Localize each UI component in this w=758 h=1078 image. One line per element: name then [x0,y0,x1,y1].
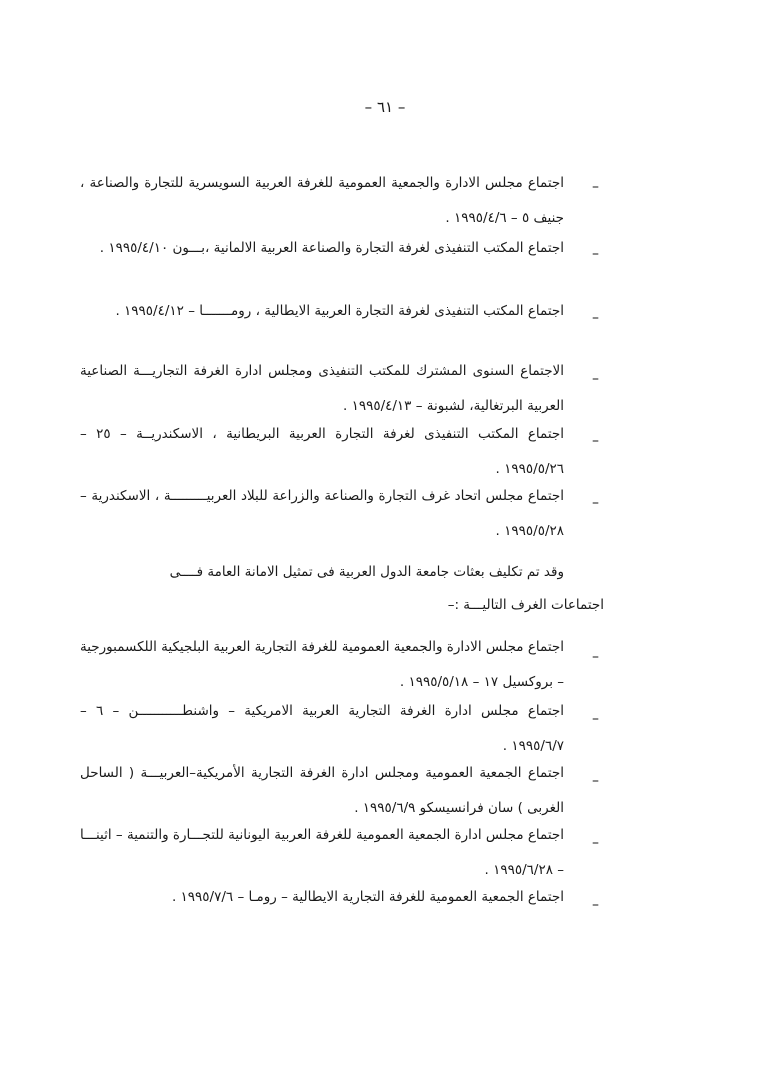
list-bullet: – [592,495,599,511]
list-bullet: – [592,246,599,262]
list-item: اجتماع الجمعية العمومية ومجلس ادارة الغرفة التجارية الأمريكية–العربيـــة ( الساحل الغربى ) سان فرانسيسكو ١٩٩٥/٦/٩ . [80,765,564,816]
list-item: اجتماع مجلس ادارة الغرفة التجارية العربية الامريكية – واشنطـــــــــــن – ٦ – ١٩٩٥/٦/٧ . [80,703,564,754]
intro-paragraph-continued: اجتماعات الغرف التاليـــة :– [447,597,604,613]
list-item: اجتماع مجلس ادارة الجمعية العمومية للغرفة العربية اليونانية للتجـــارة والتنمية – اثينـــا – ١٩٩٥/٦/٢٨ . [80,827,564,878]
list-bullet: – [592,897,599,913]
list-item: اجتماع مجلس الادارة والجمعية العمومية للغرفة العربية السويسرية للتجارة والصناعة ، جنيف ٥ – ١٩٩٥/٤/٦ . [80,175,564,226]
list-bullet: – [592,773,599,789]
list-item: اجتماع المكتب التنفيذى لغرفة التجارة والصناعة العربية الالمانية ،بـــون ١٩٩٥/٤/١٠ . [99,240,564,256]
intro-paragraph: وقد تم تكليف بعثات جامعة الدول العربية فى تمثيل الامانة العامة فــــى [169,564,564,580]
list-item: اجتماع مجلس الادارة والجمعية العمومية للغرفة التجارية العربية البلجيكية اللكسمبورجية – بروكسيل ١٧ – ١٩٩٥/٥/١٨ . [80,639,564,690]
list-item: اجتماع المكتب التنفيذى لغرفة التجارة العربية الايطالية ، رومـــــــا – ١٩٩٥/٤/١٢ . [115,303,564,319]
list-bullet: – [592,835,599,851]
list-bullet: – [592,310,599,326]
list-bullet: – [592,433,599,449]
list-item: اجتماع المكتب التنفيذى لغرفة التجارة العربية البريطانية ، الاسكندريــة – ٢٥ – ١٩٩٥/٥/٢٦ . [80,426,564,477]
list-item: الاجتماع السنوى المشترك للمكتب التنفيذى ومجلس ادارة الغرفة التجاريـــة الصناعية العربية البرتغالية، لشبونة – ١٩٩٥/٤/١٣ . [80,363,564,414]
list-bullet: – [592,649,599,665]
page-number: – ٦١ – [364,98,406,116]
list-bullet: – [592,711,599,727]
list-bullet: – [592,179,599,195]
list-bullet: – [592,371,599,387]
list-item: اجتماع مجلس اتحاد غرف التجارة والصناعة والزراعة للبلاد العربيـــــــــة ، الاسكندرية – ١٩٩٥/٥/٢٨ . [80,488,564,539]
list-item: اجتماع الجمعية العمومية للغرفة التجارية الايطالية – رومـا – ١٩٩٥/٧/٦ . [171,889,564,905]
